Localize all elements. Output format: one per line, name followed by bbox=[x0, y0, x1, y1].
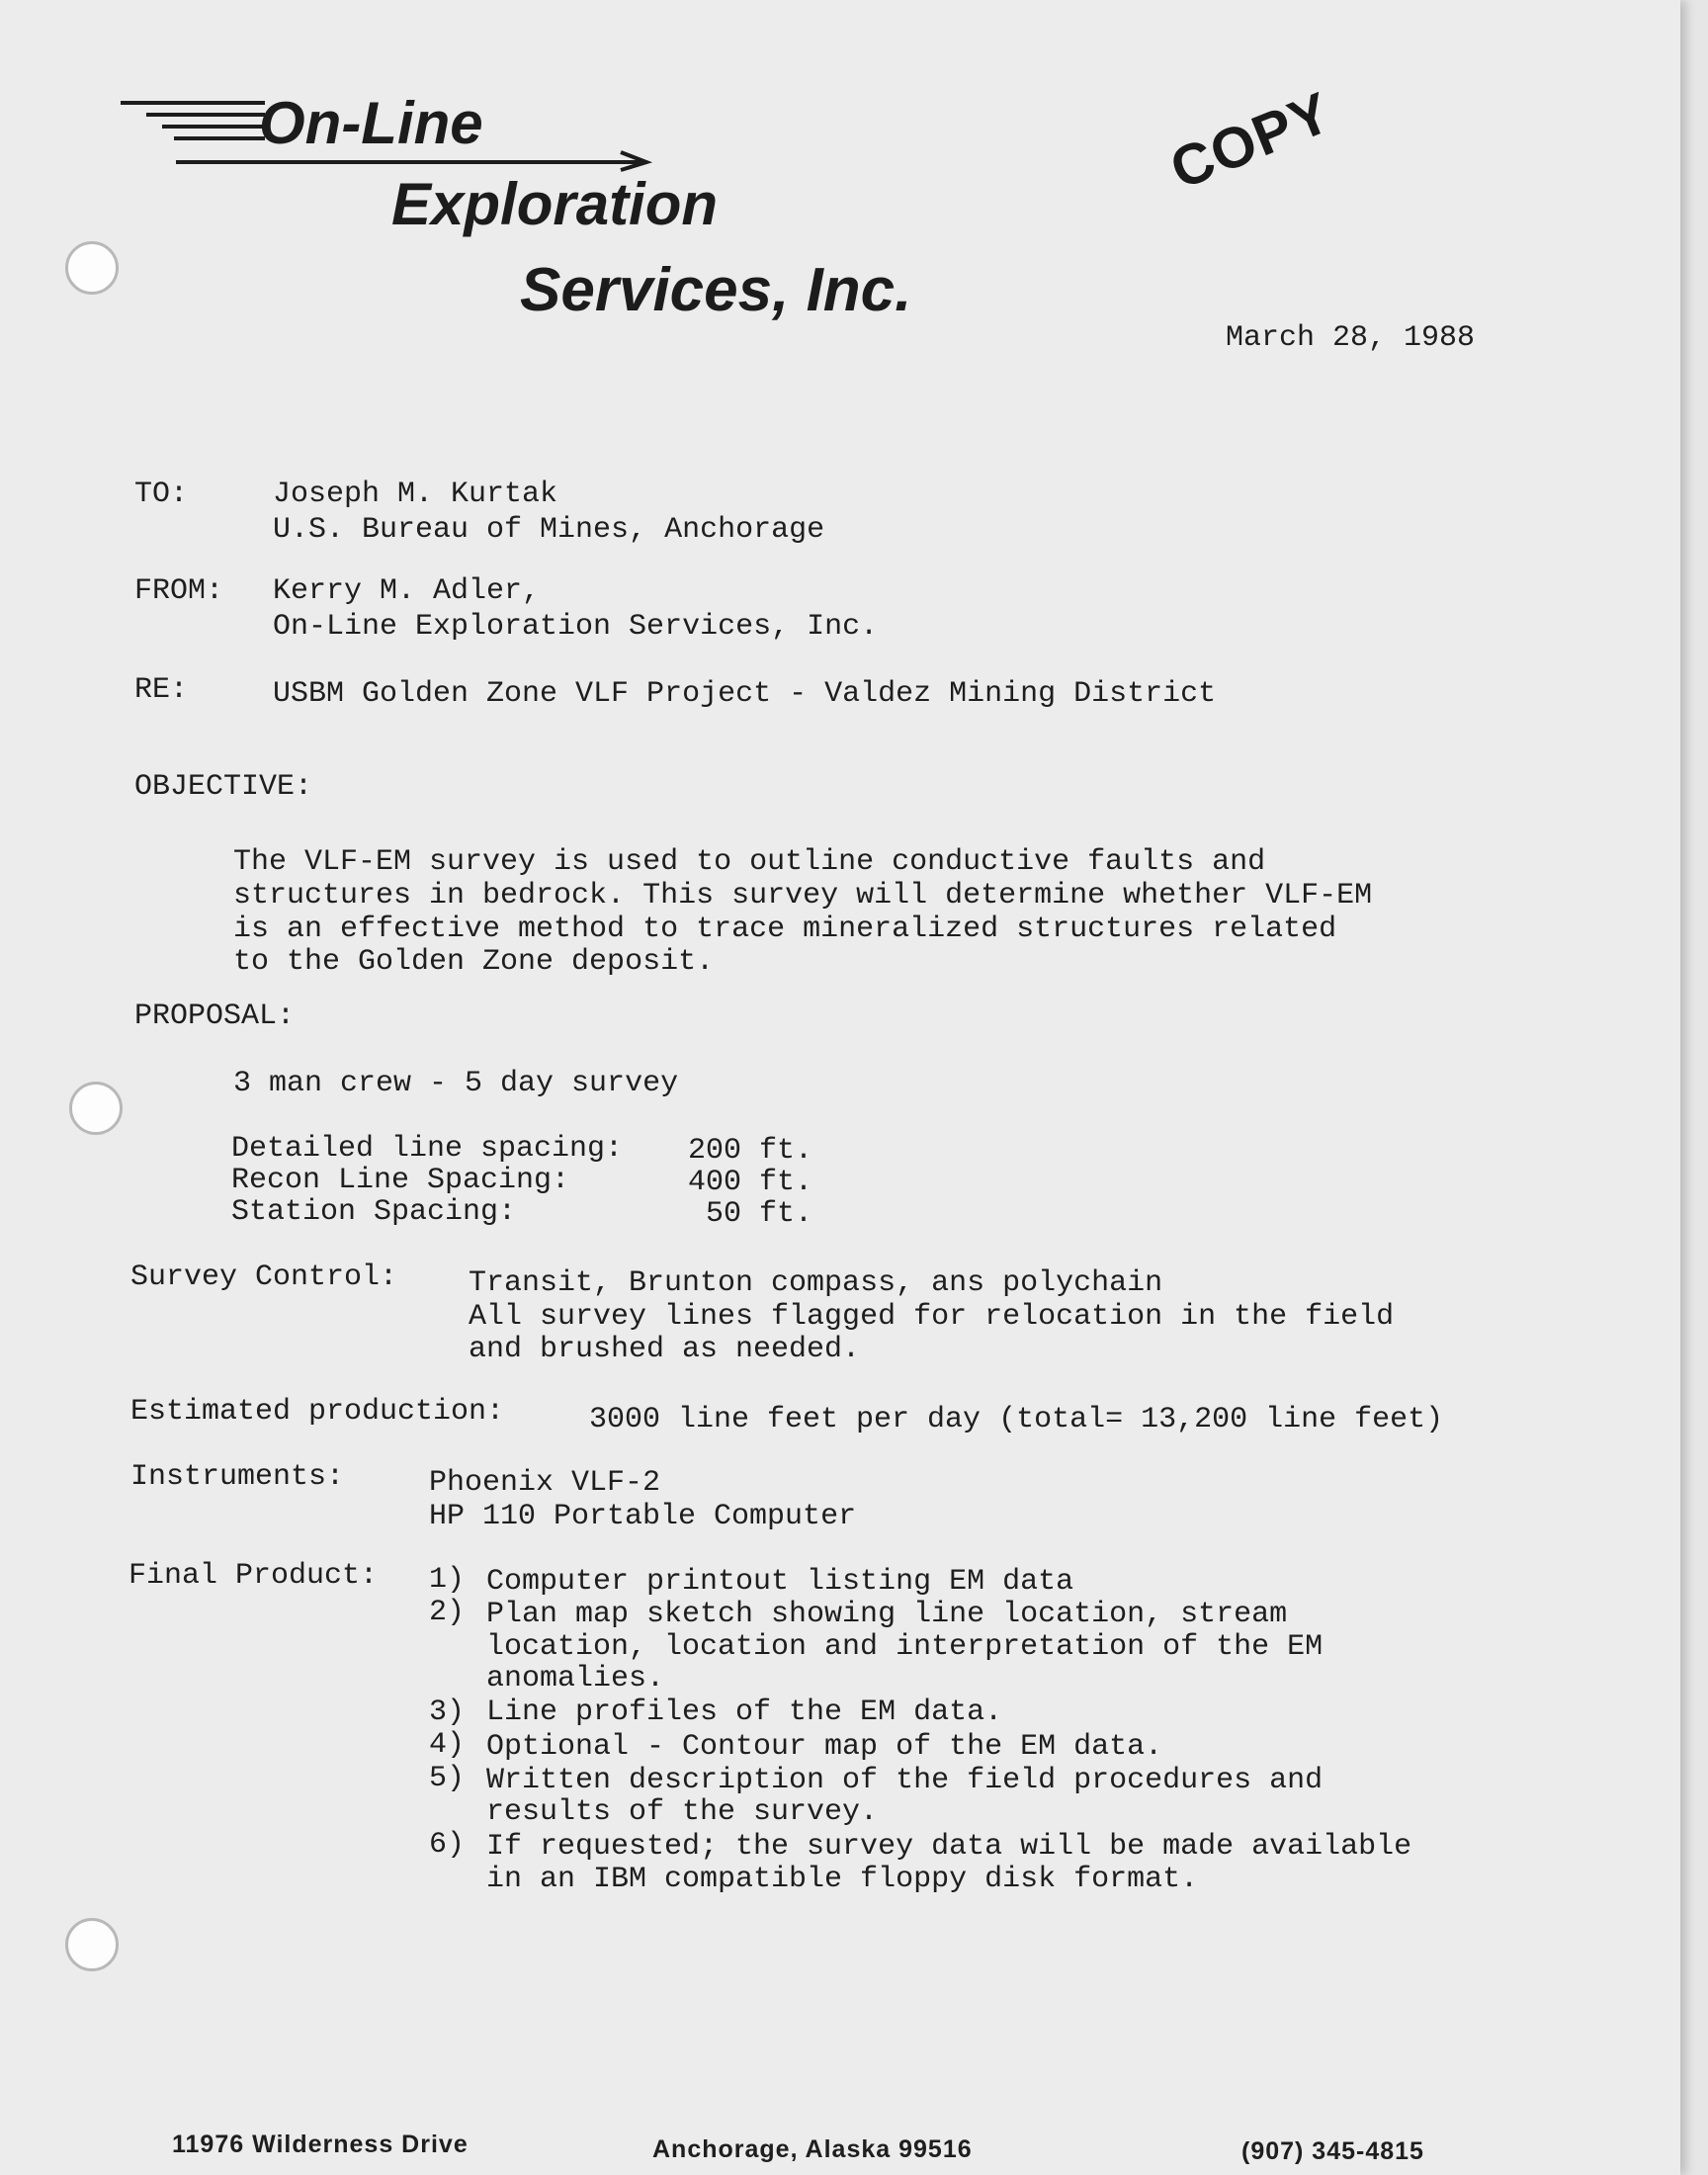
final-product-number: 5) bbox=[429, 1762, 466, 1795]
final-product-number: 4) bbox=[429, 1728, 466, 1762]
footer-city: Anchorage, Alaska 99516 bbox=[652, 2135, 973, 2163]
footer-address: 11976 Wilderness Drive bbox=[172, 2131, 469, 2158]
from-organization: On-Line Exploration Services, Inc. bbox=[273, 610, 879, 644]
objective-line: structures in bedrock. This survey will determine whether VLF-EM bbox=[233, 879, 1373, 913]
final-product-label: Final Product: bbox=[128, 1559, 379, 1593]
spacing-value: 400 ft. bbox=[688, 1166, 813, 1199]
final-product-line: Plan map sketch showing line location, stream bbox=[486, 1598, 1288, 1631]
re-label: RE: bbox=[134, 673, 189, 707]
letterhead-logo bbox=[117, 89, 1046, 346]
instrument-item: HP 110 Portable Computer bbox=[429, 1500, 857, 1533]
final-product-line: Computer printout listing EM data bbox=[486, 1565, 1074, 1599]
instrument-item: Phoenix VLF-2 bbox=[429, 1466, 661, 1500]
final-product-line: location, location and interpretation of the EM bbox=[486, 1630, 1324, 1664]
final-product-number: 2) bbox=[429, 1596, 466, 1629]
final-product-line: Line profiles of the EM data. bbox=[486, 1696, 1003, 1729]
final-product-number: 1) bbox=[429, 1563, 466, 1597]
estimated-production-value: 3000 line feet per day (total= 13,200 line feet) bbox=[589, 1403, 1444, 1436]
binder-hole-top bbox=[65, 241, 119, 295]
final-product-line: Optional - Contour map of the EM data. bbox=[486, 1730, 1163, 1764]
final-product-line: If requested; the survey data will be made available bbox=[486, 1830, 1412, 1864]
from-label: FROM: bbox=[134, 574, 224, 608]
spacing-label: Recon Line Spacing: bbox=[231, 1164, 570, 1197]
final-product-number: 3) bbox=[429, 1696, 466, 1729]
to-organization: U.S. Bureau of Mines, Anchorage bbox=[273, 513, 825, 547]
logo-line-online: On-Line bbox=[259, 90, 483, 156]
copy-stamp: COPY bbox=[1161, 79, 1340, 203]
logo-line-exploration: Exploration bbox=[391, 171, 719, 237]
objective-heading: OBJECTIVE: bbox=[134, 770, 313, 804]
instruments-label: Instruments: bbox=[130, 1460, 345, 1494]
letter-date: March 28, 1988 bbox=[1226, 321, 1476, 355]
objective-line: to the Golden Zone deposit. bbox=[233, 945, 715, 979]
spacing-label: Detailed line spacing: bbox=[231, 1132, 624, 1166]
survey-control-line: and brushed as needed. bbox=[469, 1333, 861, 1366]
proposal-heading: PROPOSAL: bbox=[134, 1000, 296, 1033]
objective-line: The VLF-EM survey is used to outline conductive faults and bbox=[233, 845, 1266, 879]
proposal-crew: 3 man crew - 5 day survey bbox=[233, 1067, 679, 1100]
footer-phone: (907) 345-4815 bbox=[1241, 2137, 1424, 2165]
estimated-production-label: Estimated production: bbox=[130, 1395, 505, 1429]
from-name: Kerry M. Adler, bbox=[273, 574, 541, 608]
spacing-value: 200 ft. bbox=[688, 1134, 813, 1168]
objective-line: is an effective method to trace mineralized structures related bbox=[233, 913, 1337, 946]
spacing-label: Station Spacing: bbox=[231, 1195, 517, 1229]
to-name: Joseph M. Kurtak bbox=[273, 478, 558, 511]
re-subject: USBM Golden Zone VLF Project - Valdez Mining District bbox=[273, 677, 1217, 711]
final-product-line: anomalies. bbox=[486, 1662, 665, 1696]
final-product-line: Written description of the field procedures and bbox=[486, 1764, 1324, 1797]
final-product-line: results of the survey. bbox=[486, 1795, 879, 1829]
final-product-number: 6) bbox=[429, 1828, 466, 1862]
logo-line-services: Services, Inc. bbox=[520, 256, 912, 324]
binder-hole-middle bbox=[69, 1082, 123, 1135]
survey-control-line: Transit, Brunton compass, ans polychain bbox=[469, 1266, 1163, 1300]
binder-hole-bottom bbox=[65, 1918, 119, 1971]
spacing-value: 50 ft. bbox=[688, 1197, 813, 1231]
to-label: TO: bbox=[134, 478, 189, 511]
survey-control-line: All survey lines flagged for relocation in the field bbox=[469, 1300, 1395, 1334]
survey-control-label: Survey Control: bbox=[130, 1261, 398, 1294]
final-product-line: in an IBM compatible floppy disk format. bbox=[486, 1863, 1199, 1896]
